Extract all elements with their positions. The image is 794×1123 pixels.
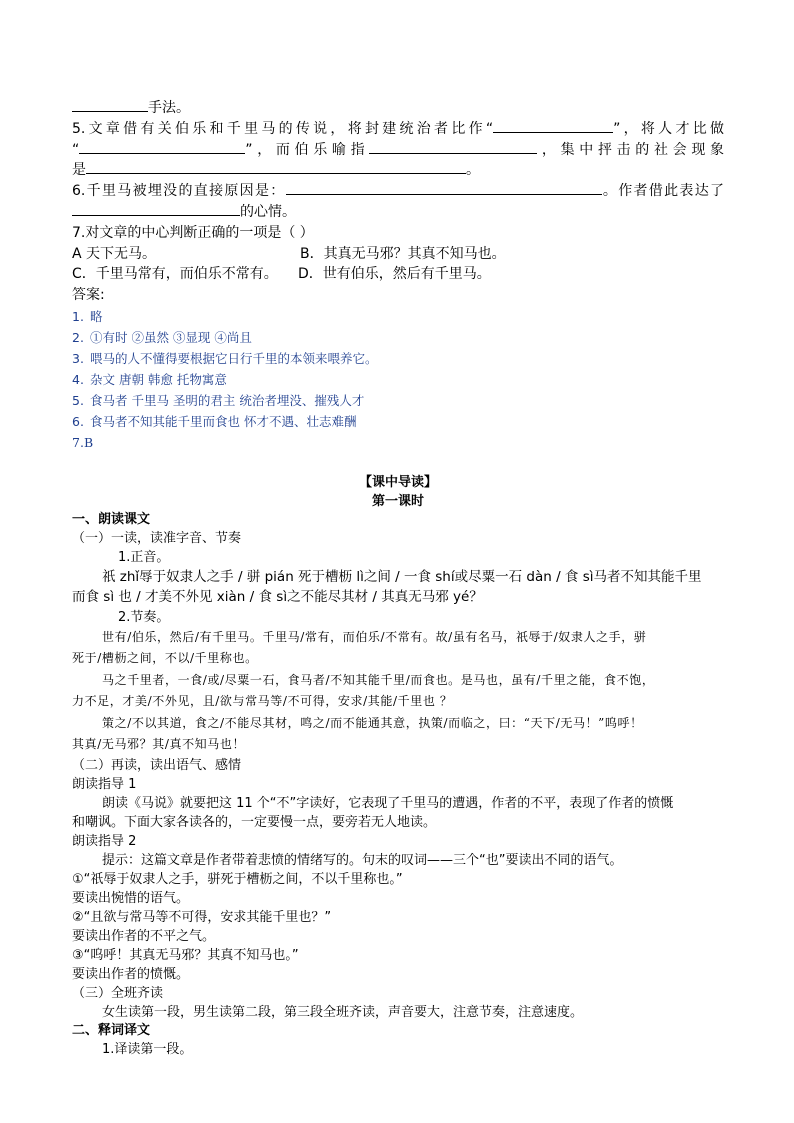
pronunciation-line: 而食 sì 也 / 才美不外见 xiàn / 食 sì之不能尽其材 / 其真无马邪 yé？	[72, 589, 483, 606]
guide-1-text: 朗读《马说》就要把这 11 个“不”字读好，它表现了千里马的遭遇，作者的不平，表现了作者的愤慨	[102, 795, 674, 811]
answer-item: 5. 食马者 千里马 圣明的君主 统治者埋没、摧残人才	[72, 392, 365, 408]
guide-1-title: 朗读指导 1	[72, 776, 137, 792]
pronunciation-line: 祇 zhǐ辱于奴隶人之手 / 骈 pián 死于槽枥 lì之间 / 一食 shí或尽粟一石 dàn / 食 sì马者不知其能千里	[102, 568, 702, 585]
question-5-line-3: 是 。	[72, 162, 480, 179]
worksheet-page	[72, 98, 724, 1059]
subheading-first-reading: （一）一读，读准字音、节奏	[72, 530, 242, 546]
question-6-line-1: 6.千里马被埋没的直接原因是： 。作者借此表达了	[72, 183, 725, 200]
rhythm-text: 其真/无马邪？其/真不知马也！	[72, 737, 246, 752]
question-5-line-2: “ ”，而伯乐喻指 ，集中抨击的社会现象	[72, 141, 724, 158]
guide-2-text: 提示：这篇文章是作者带着悲愤的情绪写的。句末的叹词——三个“也”要读出不同的语气。	[102, 852, 623, 868]
answer-blank[interactable]	[369, 140, 537, 154]
rhythm-text: 马之千里者，一食/或/尽粟一石，食马者/不知其能千里/而食也。是马也，虽有/千里之能，食不饱，	[102, 672, 655, 687]
guide-2-title: 朗读指导 2	[72, 833, 137, 849]
example-note: 要读出作者的不平之气。	[72, 928, 216, 944]
rhythm-label: 2.节奏。	[118, 609, 170, 625]
heading-reading: 一、朗读课文	[72, 511, 151, 527]
pronunciation-label: 1.正音。	[118, 549, 170, 565]
rhythm-text: 世有/伯乐，然后/有千里马。千里马/常有，而伯乐/不常有。故/虽有名马，祇辱于/奴隶人之手，骈	[102, 629, 647, 644]
answers-title: 答案:	[72, 287, 105, 304]
answer-blank[interactable]	[72, 202, 240, 216]
option-a[interactable]: A 天下无马。	[72, 245, 157, 262]
answer-item: 3. 喂马的人不懂得要根据它日行千里的本领来喂养它。	[72, 350, 378, 366]
answer-blank[interactable]	[79, 140, 245, 154]
question-7-options-1	[72, 244, 724, 265]
question-7-options-2	[72, 264, 724, 285]
answer-item: 6. 食马者不知其能千里而食也 怀才不遇、壮志难酬	[72, 413, 357, 429]
question-7-stem: 7.对文章的中心判断正确的一项是（ ）	[72, 224, 314, 241]
example-sentence: ①“祇辱于奴隶人之手，骈死于槽枥之间，不以千里称也。”	[72, 871, 403, 887]
answer-blank[interactable]	[493, 119, 613, 133]
answer-item: 4. 杂文 唐朝 韩愈 托物寓意	[72, 371, 227, 387]
rhythm-text: 力不足，才美/不外见，且/欲与常马等/不可得，安求/其能/千里也 ？	[72, 694, 453, 709]
answer-list	[72, 306, 724, 453]
guide-1-text: 和嘲讽。下面大家各读各的，一定要慢一点，要旁若无人地读。	[72, 814, 437, 830]
question-5-line-1: 5.文章借有关伯乐和千里马的传说，将封建统治者比作“ ”，将人才比做	[72, 120, 724, 137]
example-sentence: ③“呜呼！其真无马邪？其真不知马也。”	[72, 947, 299, 963]
answer-blank[interactable]	[286, 181, 602, 195]
answer-item: 2. ①有时 ②虽然 ③显现 ④尚且	[72, 329, 252, 345]
subheading-class-reading: （三）全班齐读	[72, 985, 164, 1001]
rhythm-text: 策之/不以其道，食之/不能尽其材，鸣之/而不能通其意，执策/而临之，曰：“天下/无马！”呜呼！	[102, 715, 643, 730]
example-note: 要读出作者的愤慨。	[72, 966, 190, 982]
answer-item: 1. 略	[72, 308, 103, 324]
example-note: 要读出惋惜的语气。	[72, 890, 190, 906]
question-6-line-2: 的心情。	[72, 202, 724, 223]
translation-label: 1.译读第一段。	[102, 1041, 193, 1057]
heading-translation: 二、释词译文	[72, 1022, 151, 1038]
option-d[interactable]: D．世有伯乐，然后有千里马。	[298, 266, 491, 283]
period-title: 第一课时	[371, 493, 424, 509]
example-sentence: ②“且欲与常马等不可得，安求其能千里也？”	[72, 909, 332, 925]
rhythm-text: 死于/槽枥之间，不以/千里称也。	[72, 651, 258, 666]
answer-blank[interactable]	[72, 98, 148, 112]
answer-blank[interactable]	[86, 160, 466, 174]
option-c[interactable]: C．千里马常有，而伯乐不常有。	[72, 266, 278, 283]
class-reading-text: 女生读第一段，男生读第二段，第三段全班齐读，声音要大，注意节奏，注意速度。	[102, 1004, 584, 1020]
question-4-tail: 手法。	[72, 98, 724, 119]
answer-item: 7.B	[72, 434, 94, 450]
subheading-second-reading: （二）再读，读出语气、感情	[72, 757, 242, 773]
section-title: 【课中导读】	[358, 474, 437, 490]
option-b[interactable]: B．其真无马邪？其真不知马也。	[300, 245, 506, 262]
